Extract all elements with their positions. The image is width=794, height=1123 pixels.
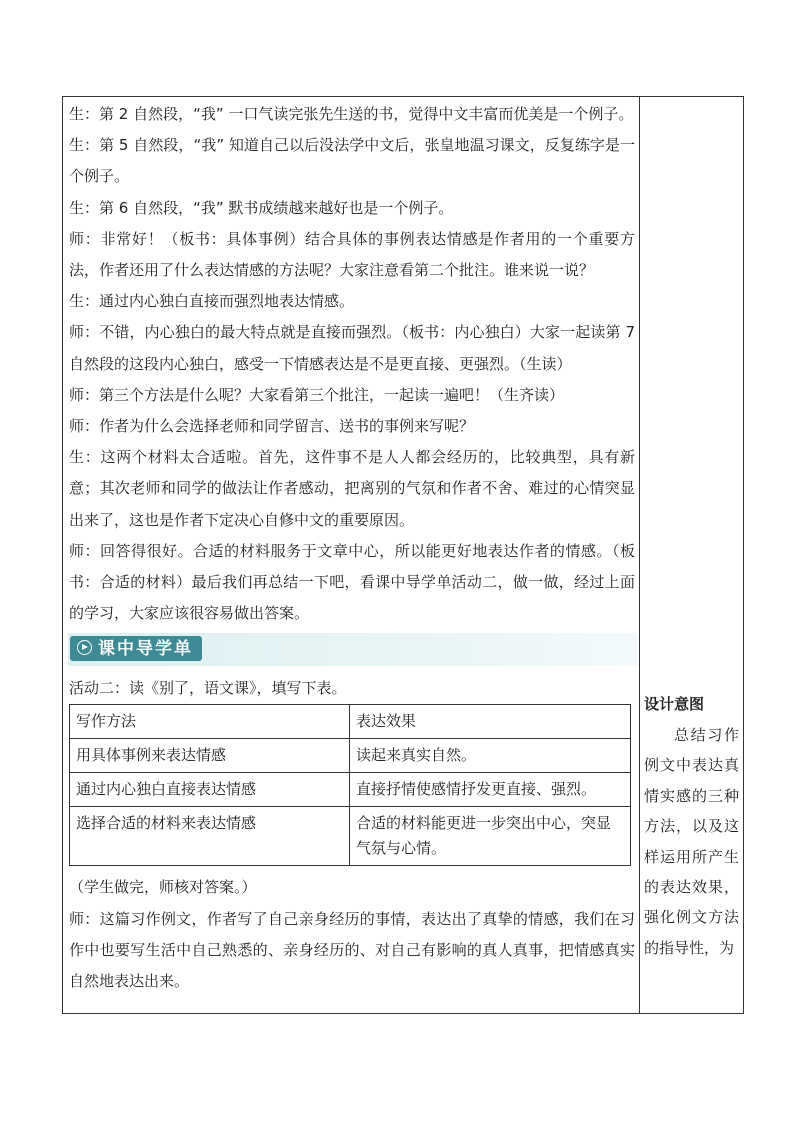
guide-banner xyxy=(68,633,638,666)
paragraph: 生：第 6 自然段，“我” 默书成绩越来越好也是一个例子。 xyxy=(69,198,454,217)
paragraph: 生：第 2 自然段，“我” 一口气读完张先生送的书，觉得中文丰富而优美是一个例子。 xyxy=(69,105,634,123)
play-circle-icon xyxy=(77,640,92,655)
table-header-row xyxy=(70,705,631,739)
design-intent-text: 总结习作例文中表达真情实感的三种方法，以及这样运用所产生的表达效果，强化例文方法的指导性，为 xyxy=(644,726,739,957)
paragraph: 师：第三个方法是什么呢？大家看第三个批注，一起读一遍吧！（生齐读） xyxy=(69,385,565,404)
paragraph: 师：作者为什么会选择老师和同学留言、送书的事例来写呢？ xyxy=(69,417,475,436)
main-column xyxy=(69,99,635,997)
paragraph: 生：通过内心独白直接而强烈地表达情感。 xyxy=(69,292,355,311)
paragraph: （学生做完，师核对答案。） xyxy=(69,878,257,897)
activity-instruction: 活动二：读《别了，语文课》，填写下表。 xyxy=(69,679,347,698)
methods-table xyxy=(69,704,631,866)
table-cell: 读起来真实自然。 xyxy=(350,739,631,773)
table-header-cell: 表达效果 xyxy=(350,705,631,739)
table-header-cell: 写作方法 xyxy=(70,705,350,739)
guide-banner-title: 课中导学单 xyxy=(98,639,193,660)
guide-banner-tab xyxy=(70,636,202,661)
design-intent-title: 设计意图 xyxy=(644,695,705,713)
paragraph: 师：非常好！（板书：具体事例）结合具体的事例表达情感是作者用的一个重要方法，作者还用了什么表达情感的方法呢？大家注意看第二个批注。谁来说一说？ xyxy=(69,229,635,280)
paragraph: 师：回答得很好。合适的材料服务于文章中心，所以能更好地表达作者的情感。（板书：合适的材料）最后我们再总结一下吧，看课中导学单活动二，做一做，经过上面的学习，大家应该很容易做出答案。 xyxy=(69,541,635,623)
paragraph: 生：这两个材料太合适啦。首先，这件事不是人人都会经历的，比较典型，具有新意；其次老师和同学的做法让作者感动，把离别的气氛和作者不舍、难过的心情突显出来了，这也是作者下定决心自修中文的重要原因。 xyxy=(69,448,635,529)
table-cell: 用具体事例来表达情感 xyxy=(70,739,350,773)
table-cell: 通过内心独白直接表达情感 xyxy=(70,773,350,807)
table-cell: 直接抒情使感情抒发更直接、强烈。 xyxy=(350,773,631,807)
table-cell: 选择合适的材料来表达情感 xyxy=(70,807,350,866)
table-cell: 合适的材料能更进一步突出中心，突显气氛与心情。 xyxy=(350,807,631,866)
paragraph: 师：不错，内心独白的最大特点就是直接而强烈。（板书：内心独白）大家一起读第 7 自然段的这段内心独白，感受一下情感表达是不是更直接、更强烈。（生读） xyxy=(69,323,635,373)
paragraph: 师：这篇习作例文，作者写了自己亲身经历的事情，表达出了真挚的情感，我们在习作中也要写生活中自己熟悉的、亲身经历的、对自己有影响的真人真事，把情感真实自然地表达出来。 xyxy=(69,909,635,991)
closing-section xyxy=(69,872,635,997)
table-row xyxy=(70,739,631,773)
table-row xyxy=(70,773,631,807)
table-row xyxy=(70,807,631,866)
design-intent-column xyxy=(644,692,739,963)
paragraph: 生：第 5 自然段，“我” 知道自己以后没法学中文后，张皇地温习课文，反复练字是一个例子。 xyxy=(69,136,635,186)
column-divider xyxy=(639,96,640,1014)
